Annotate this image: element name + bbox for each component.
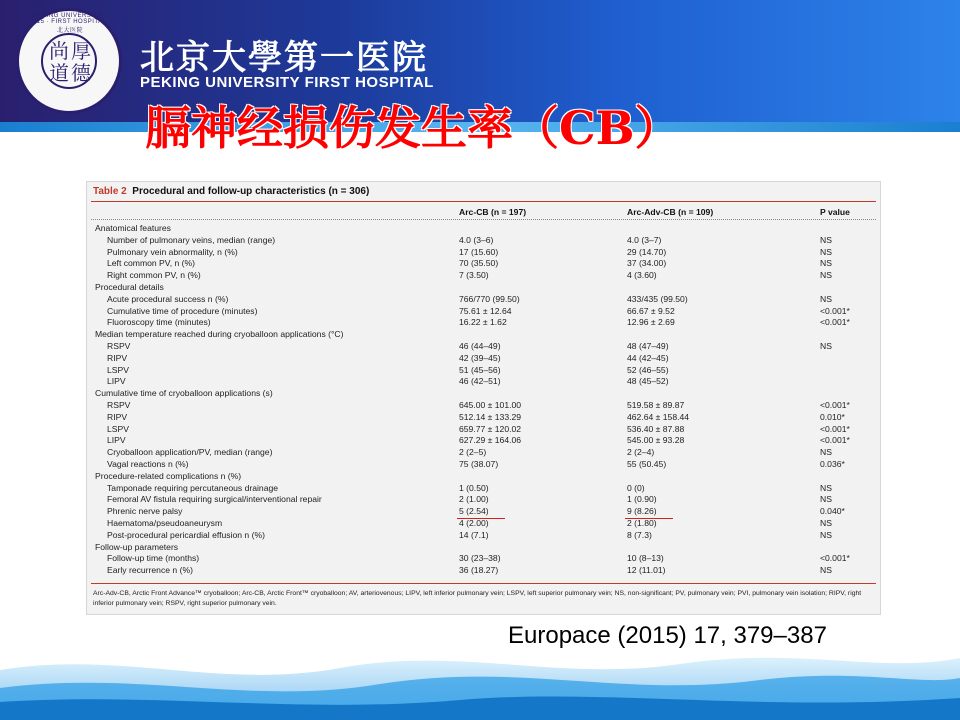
table-section-row [87,223,882,235]
row-label: RIPV [107,411,128,422]
table-cell: 627.29 ± 164.06 [459,435,522,446]
table-cell: 4 (2.00) [459,518,489,528]
citation: Europace (2015) 17, 379–387 [508,622,827,649]
row-label: LSPV [107,423,129,434]
row-label: Cumulative time of procedure (minutes) [107,305,258,316]
table-cell: NS [820,246,832,257]
table-cell: <0.001* [820,553,850,564]
table-cell: 545.00 ± 93.28 [627,435,685,446]
table-row [87,235,882,247]
table-row [87,270,882,282]
table-cell: 519.58 ± 89.87 [627,400,685,410]
table-cell: 8 (7.3) [627,529,652,540]
university-seal-logo [16,8,122,114]
table-top-rule [91,201,876,202]
row-label: RIPV [107,352,128,363]
table-cell: NS [820,234,832,245]
table-row [87,518,882,530]
wave-decoration [0,640,960,720]
table-cell: 645.00 ± 101.00 [459,400,522,410]
row-label: Acute procedural success n (%) [107,293,229,304]
table-cell: 0.010* [820,411,845,422]
table-row [87,365,882,377]
table-cell: 17 (15.60) [459,246,499,257]
table-row [87,400,882,412]
table-cell: NS [820,494,832,505]
table-row [87,412,882,424]
table-cell: 766/770 (99.50) [459,293,520,304]
table-image [86,181,881,615]
table-row [87,247,882,259]
row-label: Right common PV, n (%) [107,270,201,281]
table-row [87,447,882,459]
table-cell: 512.14 ± 133.29 [459,411,522,422]
table-cell: <0.001* [820,305,850,316]
table-section-row [87,282,882,294]
row-label: Cumulative time of cryoballoon applications (s) [95,388,273,399]
row-label: LSPV [107,364,129,375]
table-caption-text: Procedural and follow-up characteristics (n = 306) [132,186,370,197]
table-cell: <0.001* [820,435,850,446]
table-cell: NS [820,258,832,269]
table-cell: 0.036* [820,459,845,469]
table-row [87,424,882,436]
table-row [87,435,882,447]
table-cell: 66.67 ± 9.52 [627,305,675,316]
seal-char: 德 [71,61,91,85]
table-cell: NS [820,270,832,281]
table-cell: 37 (34.00) [627,258,667,269]
slide-title: 膈神经损伤发生率（CB） [145,101,681,155]
table-section-row [87,388,882,400]
table-row [87,341,882,353]
table-cell: 36 (18.27) [459,565,499,576]
table-cell: 48 (47–49) [627,341,669,351]
table-cell: 55 (50.45) [627,459,667,469]
table-cell: 75.61 ± 12.64 [459,305,512,316]
row-label: Procedural details [95,282,164,292]
table-cell: 0 (0) [627,482,645,493]
table-footnote: Arc-Adv-CB, Arctic Front Advance™ cryoballoon; Arc-CB, Arctic Front™ cryoballoon; AV, arteriovenous; LIPV, left inferior pulmonary vein; LSPV, left superior pulmonary vein; NS, non-significant; PV, pulmonary vein; PVI, pulmonary vein isolation; RIPV, right inferior pulmonary vein; RSPV, right superior pulmonary vein. [93,590,862,607]
table-row [87,306,882,318]
table-cell: NS [820,293,832,304]
table-cell: 12.96 ± 2.69 [627,317,675,328]
table-cell: 10 (8–13) [627,553,664,564]
table-cell: 5 (2.54) [459,506,489,517]
table-caption [93,186,369,197]
table-cell: 9 (8.26) [627,506,657,517]
table-row [87,317,882,329]
table-cell: 7 (3.50) [459,270,489,281]
table-label: Table 2 [93,186,127,197]
table-cell: 44 (42–45) [627,352,669,363]
table-row [87,353,882,365]
table-cell: 4 (3.60) [627,270,657,281]
table-row [87,294,882,306]
row-label: Anatomical features [95,223,171,233]
row-label: Femoral AV fistula requiring surgical/interventional repair [107,494,322,505]
table-cell: 48 (45–52) [627,376,669,387]
row-label: Pulmonary vein abnormality, n (%) [107,246,238,257]
table-cell: 30 (23–38) [459,553,501,564]
table-cell: 462.64 ± 158.44 [627,411,690,422]
table-row [87,258,882,270]
row-label: Post-procedural pericardial effusion n (%) [107,529,265,540]
column-header: P value [820,207,850,217]
table-bottom-rule [91,583,876,584]
hospital-name-en: PEKING UNIVERSITY FIRST HOSPITAL [140,74,434,91]
row-label: Tamponade requiring percutaneous drainage [107,482,279,493]
table-cell: 51 (45–56) [459,364,501,375]
table-row [87,483,882,495]
row-label: Number of pulmonary veins, median (range) [107,234,276,245]
table-cell: 29 (14.70) [627,246,667,257]
seal-char: 道 [49,61,69,85]
table-cell: 70 (35.50) [459,258,499,269]
row-label: Cryoballoon application/PV, median (range) [107,447,273,458]
table-cell: NS [820,341,832,351]
table-row [87,553,882,565]
table-section-row [87,471,882,483]
table-cell: 659.77 ± 120.02 [459,423,522,434]
table-cell: 2 (2–5) [459,447,487,458]
hospital-name-cn: 北京大學第一医院 [140,38,428,78]
row-label: Vagal reactions n (%) [107,459,189,469]
table-cell: NS [820,482,832,493]
row-label: RSPV [107,400,131,410]
table-cell: 2 (1.00) [459,494,489,505]
row-label: RSPV [107,341,131,351]
table-cell: 46 (44–49) [459,341,501,351]
table-cell: NS [820,529,832,540]
table-section-row [87,329,882,341]
table-cell: 536.40 ± 87.88 [627,423,685,434]
column-header: Arc-CB (n = 197) [459,207,527,217]
table-cell: 1 (0.50) [459,482,489,493]
table-cell: 14 (7.1) [459,529,489,540]
row-label: Median temperature reached during cryoballoon applications (°C) [95,329,344,340]
row-label: Fluoroscopy time (minutes) [107,317,211,328]
table-cell: 0.040* [820,506,845,517]
table-row [87,506,882,518]
table-row [87,565,882,577]
row-label: Follow-up parameters [95,541,179,552]
table-cell: 52 (46–55) [627,364,669,375]
table-section-row [87,542,882,554]
table-cell: NS [820,447,832,458]
table-cell: 46 (42–51) [459,376,501,387]
row-label: LIPV [107,376,126,387]
row-label: Procedure-related complications n (%) [95,470,242,481]
table-cell: 433/435 (99.50) [627,293,688,304]
column-header: Arc-Adv-CB (n = 109) [627,207,714,217]
table-cell: <0.001* [820,423,850,434]
table-cell: 16.22 ± 1.62 [459,317,507,328]
table-cell: 1 (0.90) [627,494,657,505]
seal-char: 尚 [49,39,69,63]
table-cell: <0.001* [820,317,850,328]
row-label: Follow-up time (months) [107,553,200,564]
seal-char: 厚 [71,39,91,63]
table-header-rule [91,219,876,220]
table-cell: 2 (2–4) [627,447,655,458]
seal-ring-text: PEKING UNIVERSITY · 1915 · FIRST HOSPITAL · 北大医院 [29,13,111,34]
row-label: Phrenic nerve palsy [107,506,183,517]
table-cell: NS [820,565,832,576]
table-cell: 2 (1.80) [627,518,657,528]
row-label: Early recurrence n (%) [107,565,193,576]
table-row [87,530,882,542]
table-row [87,494,882,506]
table-row [87,459,882,471]
table-cell: 42 (39–45) [459,352,501,363]
table-cell: 75 (38.07) [459,459,499,469]
table-cell: 4.0 (3–6) [459,234,494,245]
table-cell: <0.001* [820,400,850,410]
table-cell: 4.0 (3–7) [627,234,662,245]
table-cell: NS [820,518,832,528]
table-cell: 12 (11.01) [627,565,666,576]
row-label: Left common PV, n (%) [107,258,196,269]
row-label: Haematoma/pseudoaneurysm [107,518,223,528]
table-row [87,376,882,388]
row-label: LIPV [107,435,126,446]
